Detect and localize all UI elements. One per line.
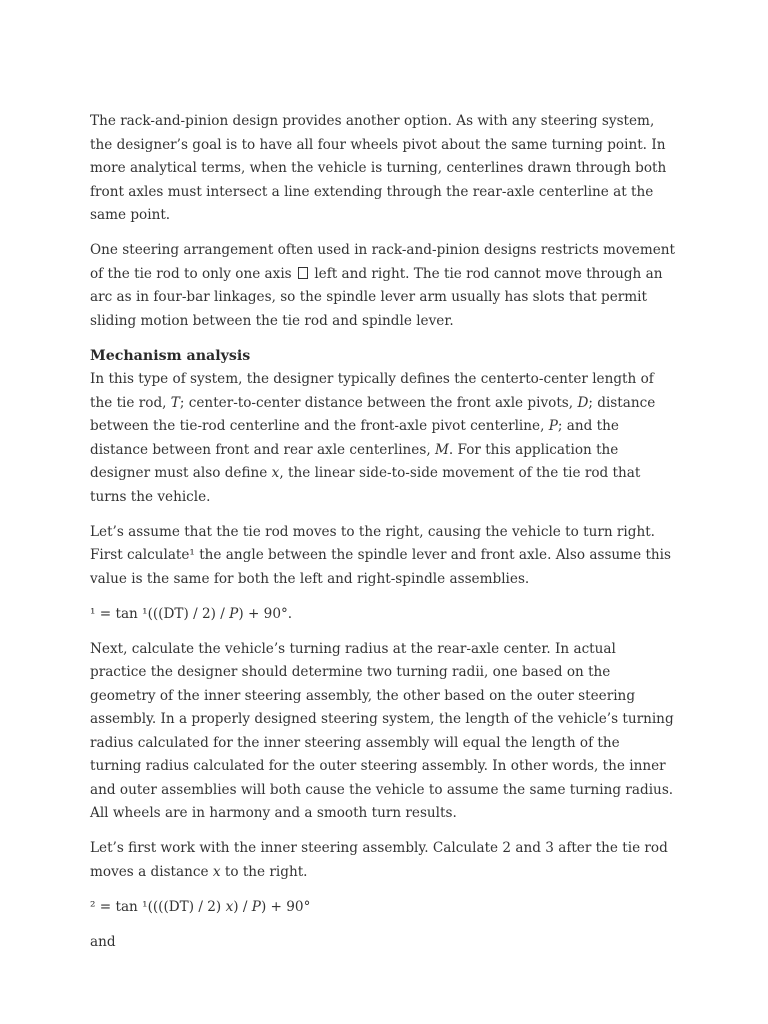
text-run: ; and the distance between front and rear axle centerlines, xyxy=(90,418,619,458)
section-heading-mechanism-analysis: Mechanism analysis xyxy=(90,347,251,364)
text-run: , the linear side-to-side movement of the tie rod that turns the vehicle. xyxy=(90,465,641,505)
text-run: ; distance between the tie-rod centerline and the front-axle pivot centerline, xyxy=(90,394,656,434)
paragraph-rack-and-pinion-intro: The rack-and-pinion design provides another option. As with any steering system, the designer’s goal is to have all four wheels pivot about the same turning point. In more analytical terms, when the vehicle is turning, centerlines drawn through both front axles must intersect a line extending through the rear-axle centerline at the same point. xyxy=(90,113,667,223)
equation-text: ) + 90°. xyxy=(238,605,293,622)
text-run: One steering arrangement often used in rack-and-pinion designs restricts movement of the tie rod to only one axis xyxy=(90,242,675,282)
document-body xyxy=(90,110,675,966)
paragraph-steering-arrangement xyxy=(90,239,675,333)
text-run: Let’s first work with the inner steering assembly. Calculate 2 and 3 after the tie rod moves a distance xyxy=(90,840,668,880)
text-run: In this type of system, the designer typically defines the centerto-center length of the tie rod, xyxy=(90,371,654,411)
paragraph-tie-rod-assumption: Let’s assume that the tie rod moves to the right, causing the vehicle to turn right. First calculate¹ the angle between the spindle lever and front axle. Also assume this value is the same for both the left and right-spindle assemblies. xyxy=(90,523,671,587)
paragraph-turning-radius: Next, calculate the vehicle’s turning radius at the rear-axle center. In actual practice the designer should determine two turning radii, one based on the geometry of the inner steering assembly, the other based on the outer steering assembly. In a properly designed steering system, the length of the vehicle’s turning radius calculated for the inner steering assembly will equal the length of the turning radius calculated for the outer steering assembly. In other words, the inner and outer assemblies will both cause the vehicle to assume the same turning radius. All wheels are in harmony and a smooth turn results. xyxy=(90,640,674,821)
equation-1 xyxy=(90,603,675,627)
paragraph-mechanism-definitions xyxy=(90,368,675,509)
equation-text: ) + 90° xyxy=(260,898,311,915)
missing-glyph-box-icon xyxy=(298,267,308,279)
equation-2 xyxy=(90,896,675,920)
equation-text: ) / xyxy=(233,898,248,915)
paragraph-and: and xyxy=(90,933,116,950)
equation-text: ¹ = tan ¹(((DT) / 2) / xyxy=(90,605,225,622)
variable-T: T xyxy=(170,394,180,411)
variable-D: D xyxy=(577,394,589,411)
paragraph-inner-steering xyxy=(90,837,675,884)
text-run: to the right. xyxy=(224,863,308,880)
variable-P: P xyxy=(548,418,558,434)
variable-M: M xyxy=(434,441,449,458)
variable-P: P xyxy=(251,898,261,915)
variable-x: x xyxy=(212,863,221,880)
equation-text: ² = tan ¹((((DT) / 2) xyxy=(90,898,222,915)
text-run: left and right. The tie rod cannot move through an arc as in four-bar linkages, so the spindle lever arm usually has slots that permit sliding motion between the tie rod and spindle lever. xyxy=(90,265,663,329)
variable-P: P xyxy=(229,605,239,622)
variable-x: x xyxy=(225,898,234,915)
text-run: . For this application the designer must also define xyxy=(90,441,619,481)
variable-x: x xyxy=(271,465,280,481)
text-run: ; center-to-center distance between the front axle pivots, xyxy=(179,394,574,411)
